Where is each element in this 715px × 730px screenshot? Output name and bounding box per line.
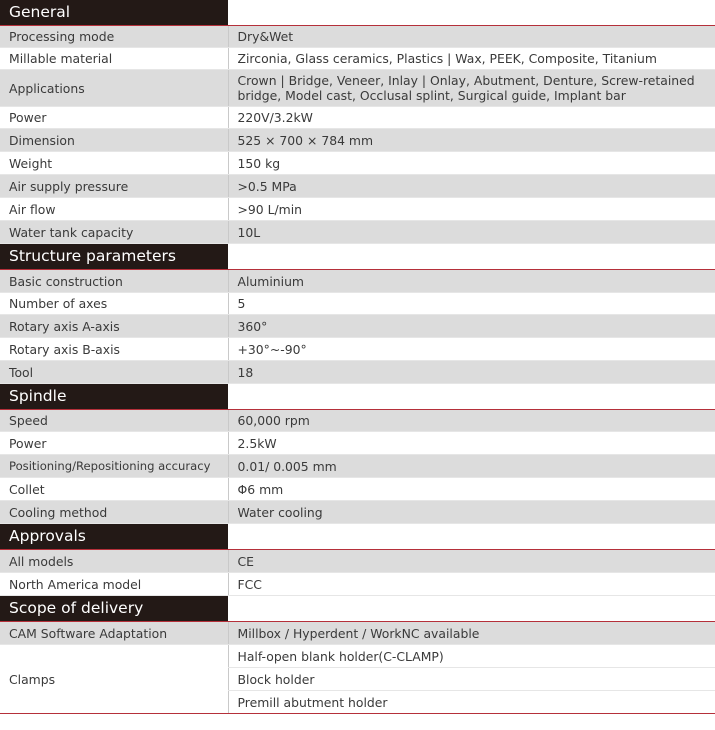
spec-row <box>0 455 715 478</box>
spec-label: Speed <box>0 410 228 432</box>
spec-label: Number of axes <box>0 293 228 315</box>
spec-value: 360° <box>228 315 715 338</box>
spec-value: Water cooling <box>228 501 715 524</box>
spec-row <box>0 221 715 244</box>
spec-label: Air supply pressure <box>0 175 228 198</box>
spec-value: Dry&Wet <box>228 26 715 48</box>
spec-row <box>0 338 715 361</box>
spec-value: 5 <box>228 293 715 315</box>
spec-value: 18 <box>228 361 715 384</box>
spec-value: Crown | Bridge, Veneer, Inlay | Onlay, Abutment, Denture, Screw-retained bridge, Model cast, Occlusal splint, Surgical guide, Implant bar <box>228 70 715 107</box>
spec-row <box>0 550 715 573</box>
spec-value: 150 kg <box>228 152 715 175</box>
section-header-structure: Structure parameters <box>0 244 228 270</box>
spec-value: Aluminium <box>228 270 715 293</box>
spec-row <box>0 573 715 596</box>
spec-label: Tool <box>0 361 228 384</box>
spec-value: Premill abutment holder <box>228 691 715 714</box>
spec-label: North America model <box>0 573 228 596</box>
spec-value: 10L <box>228 221 715 244</box>
spec-row <box>0 48 715 70</box>
spec-label: Power <box>0 107 228 129</box>
spec-label: Collet <box>0 478 228 501</box>
spec-row <box>0 129 715 152</box>
spec-label: CAM Software Adaptation <box>0 622 228 645</box>
spec-label: Water tank capacity <box>0 221 228 244</box>
spec-row <box>0 270 715 293</box>
spec-value: 525 × 700 × 784 mm <box>228 129 715 152</box>
spec-label: Rotary axis A-axis <box>0 315 228 338</box>
section-header-approvals: Approvals <box>0 524 228 550</box>
spec-label: All models <box>0 550 228 573</box>
spec-row <box>0 315 715 338</box>
spec-row <box>0 152 715 175</box>
spec-row <box>0 70 715 107</box>
spec-row <box>0 432 715 455</box>
spec-label: Millable material <box>0 48 228 70</box>
spec-label: Weight <box>0 152 228 175</box>
spec-row <box>0 410 715 432</box>
spec-label: Applications <box>0 70 228 107</box>
spec-value: Block holder <box>228 668 715 691</box>
spec-label: Power <box>0 432 228 455</box>
section-header-general: General <box>0 0 228 26</box>
spec-value: CE <box>228 550 715 573</box>
spec-row <box>0 478 715 501</box>
spec-label: Rotary axis B-axis <box>0 338 228 361</box>
spec-label: Air flow <box>0 198 228 221</box>
spec-row <box>0 293 715 315</box>
spec-value: Millbox / Hyperdent / WorkNC available <box>228 622 715 645</box>
spec-row <box>0 622 715 645</box>
spec-row <box>0 175 715 198</box>
spec-label: Clamps <box>0 645 228 714</box>
spec-value: Φ6 mm <box>228 478 715 501</box>
spec-label: Cooling method <box>0 501 228 524</box>
spec-row <box>0 26 715 48</box>
spec-label: Positioning/Repositioning accuracy <box>0 455 228 478</box>
spec-label: Processing mode <box>0 26 228 48</box>
spec-row <box>0 361 715 384</box>
section-header-delivery: Scope of delivery <box>0 596 228 622</box>
spec-label: Dimension <box>0 129 228 152</box>
spec-row <box>0 198 715 221</box>
spec-value: Half-open blank holder(C-CLAMP) <box>228 645 715 668</box>
spec-value: >90 L/min <box>228 198 715 221</box>
section-header-spindle: Spindle <box>0 384 228 410</box>
spec-value: 60,000 rpm <box>228 410 715 432</box>
spec-value: Zirconia, Glass ceramics, Plastics | Wax, PEEK, Composite, Titanium <box>228 48 715 70</box>
spec-row <box>0 645 715 668</box>
spec-value: FCC <box>228 573 715 596</box>
spec-value: 220V/3.2kW <box>228 107 715 129</box>
spec-value: >0.5 MPa <box>228 175 715 198</box>
spec-row <box>0 107 715 129</box>
spec-value: 0.01/ 0.005 mm <box>228 455 715 478</box>
spec-label: Basic construction <box>0 270 228 293</box>
spec-value: +30°~-90° <box>228 338 715 361</box>
spec-row <box>0 501 715 524</box>
spec-value: 2.5kW <box>228 432 715 455</box>
